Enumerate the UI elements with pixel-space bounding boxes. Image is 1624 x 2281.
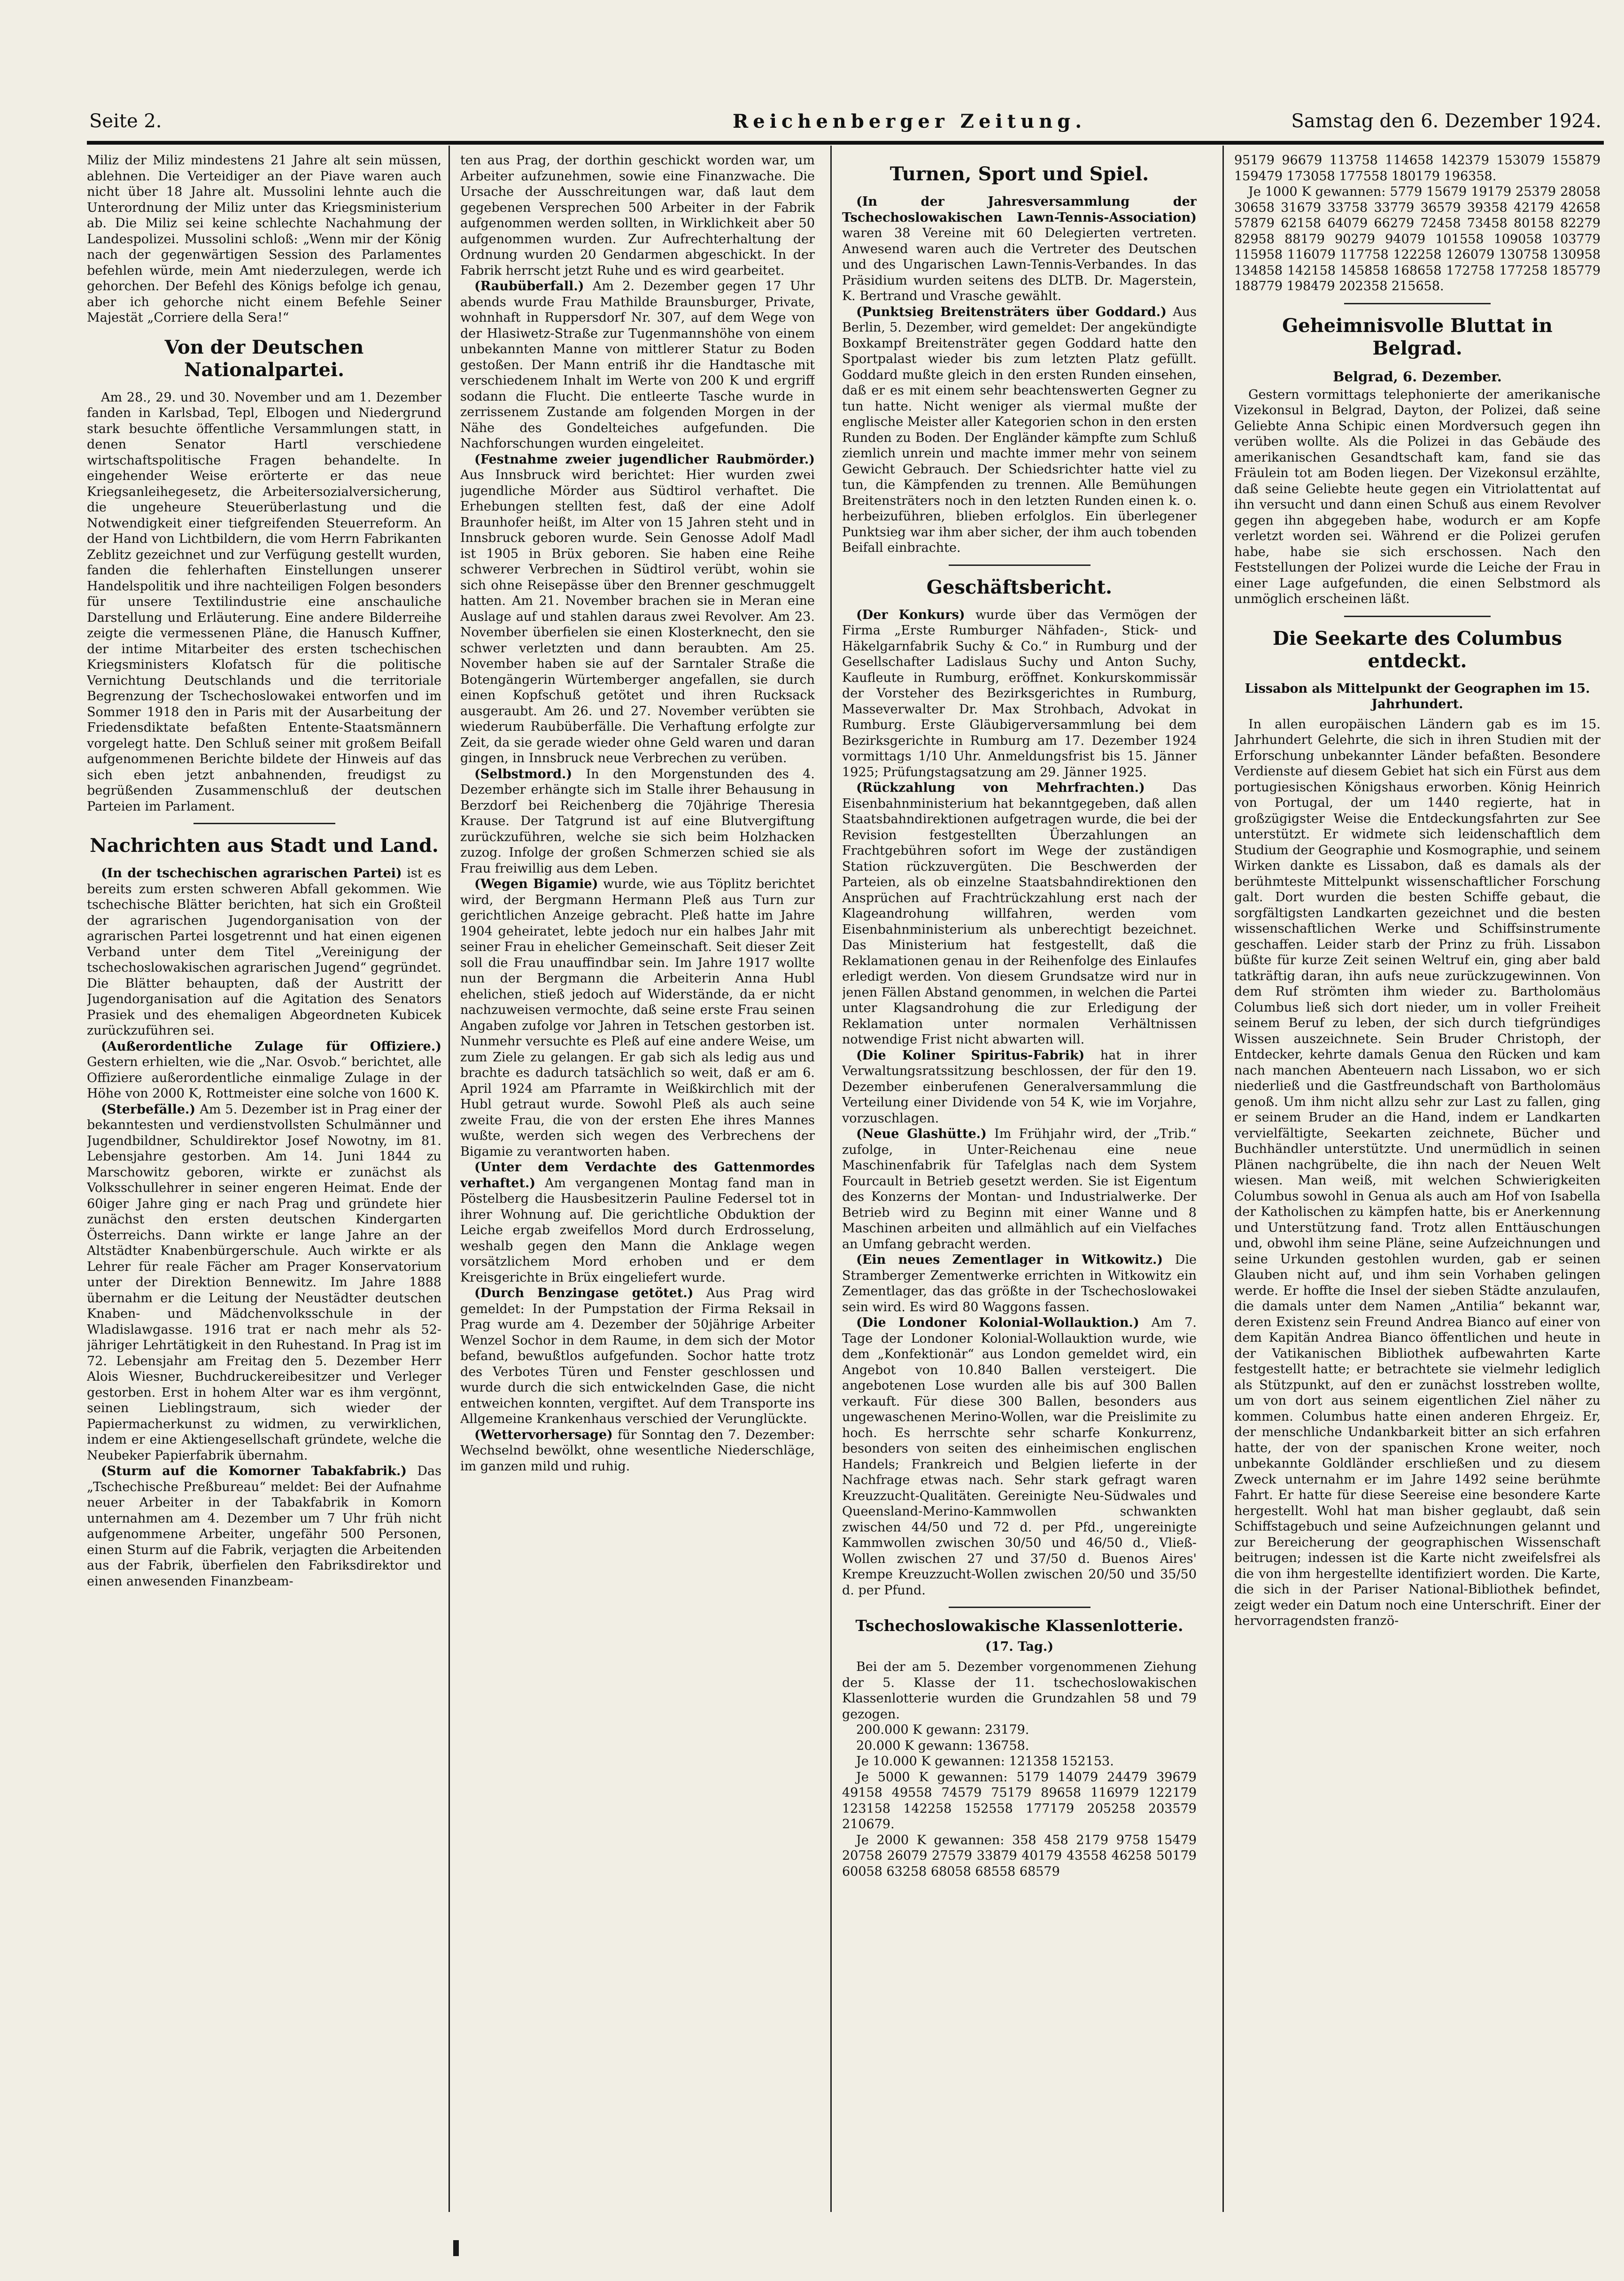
item-text: Das „Tschechische Preßbureau“ meldet: Bei der Aufnahme neuer Arbeiter in der Tabakfabrik in Komorn unternahmen am 4. Dezember um 7 Uhr früh nicht aufgenommene Arbeiter, ungefähr 500 Personen, einen Sturm auf die Fabrik, verjagten die Arbeitenden aus der Fabrik, überfielen den Fabriksdirektor und einen anwesenden Finanzbeam- (87, 1464, 441, 1589)
news-item (842, 1048, 1197, 1127)
news-item (460, 278, 815, 452)
issue-date: Samstag den 6. Dezember 1924. (1291, 110, 1601, 132)
lotterie-win: 200.000 K gewann: 23179. (856, 1723, 1029, 1737)
item-text: In den Morgenstunden des 4. Dezember erhängte sich im Stalle ihrer Behausung in Berzdorf bei Reichenberg die 70jährige Theresia Krause. Der Tatgrund ist auf eine Blutvergiftung zurückzuführen, welche sie sich beim Holzhacken zuzog. Infolge der großen Schmerzen schied sie als Frau freiwillig aus dem Leben. (460, 766, 815, 876)
running-header (89, 110, 1601, 143)
headline-nationalpartei: Von der Deutschen Nationalpartei. (164, 336, 364, 381)
headline-columbus: Die Seekarte des Columbus entdeckt. (1272, 627, 1562, 672)
lotterie-day: (17. Tag.) (985, 1639, 1054, 1654)
news-item (87, 866, 441, 1039)
item-text: wurde über das Vermögen der Firma „Erste Rumburger Nähfaden-, Stick- und Häkelgarnfabrik Suchy & Co.“ in Rumburg und der Gesellschafter Ladislaus Suchy und Anton Suchy, Kaufleute in Rumburg, eröffnet. Konkurskommissär der Vorsteher des Bezirksgerichtes in Rumburg, Masseverwalter Dr. Max Strohbach, Advokat in Rumburg. Erste Gläubigerversammlung bei dem Bezirksgerichte in Rumburg am 17. Dezember 1924 vormittags 1/10 Uhr. Anmeldungsfrist bis 15. Jänner 1925; Prüfungstagsatzung am 29. Jänner 1925. (842, 607, 1197, 780)
news-item (842, 194, 1197, 304)
item-text: Am 2. Dezember gegen 17 Uhr abends wurde Frau Mathilde Braunsburger, Private, wohnhaft in Ruppersdorf Nr. 307, auf dem Wege von der Hlasiwetz-Straße zur Tugenmannshöhe von einem unbekannten Manne von mittlerer Statur zu Boden gestoßen. Der Mann entriß ihr die Handtasche mit verschiedenem Inhalt im Werte von 200 K und ergriff sodann die Flucht. Die entleerte Tasche wurde in zerrissenem Zustande am folgenden Morgen in der Nähe des Gondelteiches aufgefunden. Die Nachforschungen wurden eingeleitet. (460, 279, 815, 451)
item-lead: (Wettervorhersage) (474, 1427, 613, 1442)
news-item (460, 876, 815, 1160)
section-divider (193, 823, 335, 824)
item-text: ist es bereits zum ersten schweren Abfall gekommen. Wie tschechische Blätter berichten, hat sich ein Großteil der agrarischen Jugendorganisation von der agrarischen Partei losgetrennt und hat einen eigenen Verband unter dem Titel „Vereinigung der tschechoslowakischen agrarischen Jugend“ gegründet. Die Blätter behaupten, daß der Austritt der Jugendorganisation auf die Agitation des Senators Prasiek und des ehemaligen Abgeordneten Kubicek zurückzuführen sei. (87, 866, 441, 1038)
news-item (842, 1315, 1197, 1598)
headline-sport: Turnen, Sport und Spiel. (889, 163, 1149, 185)
lotterie-win: Je 2000 K gewannen: 358 458 2179 9758 15479 20758 26079 27579 33879 40179 43558 46258 50179 60058 63258 68058 68558 68579 (842, 1833, 1197, 1879)
article-body: In allen europäischen Ländern gab es im 15. Jahrhundert Gelehrte, die sich in ihren Studien mit der Erforschung unbekannter Länder befaßten. Besondere Verdienste auf diesem Gebiet hat sich ein Fürst aus dem portugiesischen Königshaus erworben. König Heinrich von Portugal, der um 1440 regierte, hat in großzügigster Weise die Entdeckungsfahrten zur See unterstützt. Er widmete sich leidenschaftlich dem Studium der Geographie und Kosmographie, und seinem Wirken dankte es Lissabon, daß es damals als der berühmteste Mittelpunkt wissenschaftlicher Forschung galt. Dort wurden die besten Schiffe gebaut, die sorgfältigsten Landkarten gezeichnet und die besten wissenschaftlichen Werke und Schiffsinstrumente geschaffen. Leider starb der Prinz zu früh. Lissabon büßte für kurze Zeit seinen Weltruf ein, ging aber bald tatkräftig daran, ihn aufs neue zurückzugewinnen. Von dem Ruf strömten ihm wieder zu. Bartholomäus Columbus ließ sich dort nieder, um in voller Freiheit seinem Beruf zu leben, der sich durch tiefgründiges Wissen auszeichnete. Sein Bruder Christoph, der Entdecker, kehrte damals Genua den Rücken und kam nach manchen Abenteuern nach Lissabon, wo er sich niederließ und die Gastfreundschaft von Bartholomäus genoß. Um ihm nicht allzu sehr zur Last zu fallen, ging er seinem Bruder an die Hand, indem er Landkarten vervielfältigte, Seekarten zeichnete, Bücher und Buchhändler unterstützte. Und unermüdlich in seinen Plänen nachgrübelte, die ihn nach der Neuen Welt wiesen. Man weiß, mit welchen Schwierigkeiten Columbus sowohl in Genua als auch am Hof von Isabella der Katholischen zu kämpfen hatte, bis er Anerkennung und Unterstützung fand. Trotz allen Enttäuschungen und, obwohl ihm seine Pläne, seine Aufzeichnungen und seine Urkunden gestohlen wurden, gab er seinen Glauben nicht auf, und ihm sein Vorhaben gelingen werde. Er hoffte die Insel der sieben Städte anzulaufen, die damals unter dem Namen „Antilia“ bekannt war, deren Existenz sein Freund Andrea Bianco auf einer von dem Kapitän Andrea Bianco öffentlichen und heute in der Vatikanischen Bibliothek aufbewahrten Karte festgestellt hatte; er betrachtete sie vielmehr lediglich als Stützpunkt, auf den er zunächst losstreben wollte, um von dort aus seinem eigentlichen Ziel näher zu kommen. Columbus hatte einen anderen Ehrgeiz. Er, der menschliche Undankbarkeit bitter an sich erfahren hatte, der von der spanischen Krone weiter, noch unbekannte Goldländer erschließen und zu diesem Zweck unternahm er im Jahre 1492 seine berühmte Fahrt. Er hatte für diese Seereise eine besondere Karte hergestellt. Wohl hat man bisher geglaubt, daß sein Schiffstagebuch und seine Aufzeichnungen gelannt und zur Bereicherung der geographischen Wissenschaft beitrugen; indessen ist die Karte nicht zweifelsfrei als die von ihm hergestellte identifiziert worden. Die Karte, die sich in der Pariser National-Bibliothek befindet, zeigt weder ein Datum noch eine Unterschrift. Einer der hervorragendsten franzö- (1234, 717, 1601, 1628)
column-rule (1222, 146, 1224, 2212)
headline-stadt-land: Nachrichten aus Stadt und Land. (90, 835, 439, 857)
headline-geschaeftsbericht: Geschäftsbericht. (926, 576, 1113, 598)
item-lead: (In der tschechischen agrarischen Partei) (101, 866, 402, 881)
item-text: wurde, wie aus Töplitz berichtet wird, der Bergmann Hermann Pleß aus Turn zur gerichtlichen Anzeige gebracht. Pleß hatte im Jahre 1904 geheiratet, lebte jedoch nur ein halbes Jahr mit seiner Frau in ehelicher Gemeinschaft. Seit dieser Zeit soll die Frau unauffindbar sein. Im Jahre 1917 wollte nun der Bergmann die Arbeiterin Anna Hubl ehelichen, stieß jedoch auf Widerstände, da er nicht nachzuweisen vermochte, daß seine erste Frau seinen Angaben zufolge vor Jahren in Tetschen gestorben ist. Nunmehr versuchte es Pleß auf eine andere Weise, um zum Ziele zu gelangen. Er gab sich als ledig aus und brachte es dadurch tatsächlich so weit, daß er am 6. April 1924 am Pfarramte in Weißkirchlich mit der Hubl getraut wurde. Sowohl Pleß als auch seine zweite Frau, die von der ersten Ehe ihres Mannes wußte, werden sich wegen des Verbrechens der Bigamie zu verantworten haben. (460, 877, 815, 1159)
news-item (87, 1102, 441, 1464)
lotterie-win: Je 10.000 K gewannen: 121358 152153. (856, 1754, 1114, 1769)
item-lead: (Sturm auf die Komorner Tabakfabrik.) (101, 1464, 407, 1478)
section-divider (949, 564, 1090, 566)
item-text: für Sonntag den 7. Dezember: Wechselnd bewölkt, ohne wesentliche Niederschläge, im ganzen mild und ruhig. (460, 1427, 815, 1474)
item-text: Am vergangenen Montag fand man in Pöstelberg die Hausbesitzerin Pauline Federsel tot in ihrer Wohnung auf. Die gerichtliche Obduktion der Leiche ergab zweifellos Mord durch Erdrosselung, weshalb gegen den Mann die Anklage wegen vorsätzlichem Mord erhoben und er dem Kreisgerichte in Brüx eingeliefert wurde. (460, 1175, 815, 1285)
item-lead: (Festnahme zweier jugendlicher Raubmörder.) (474, 452, 815, 467)
item-text: Aus Innsbruck wird berichtet: Hier wurden zwei jugendliche Mörder aus Südtirol verhaftet. Die Erhebungen stellten fest, daß der eine Adolf Braunhofer heißt, im Alter von 15 Jahren steht und in Innsbruck geboren wurde. Sein Genosse Adolf Madl ist 1905 in Brüx geboren. Sie haben eine Reihe schwerer Verbrechen in Südtirol verübt, wohin sie sich ohne Reisepässe über den Brenner geschmuggelt hatten. Am 21. November brachen sie in Meran eine Auslage auf und stahlen daraus zwei Revolver. Am 23. November überfielen sie einen Klosterknecht, den sie schwer verletzten und dann beraubten. Am 25. November haben sie auf der Sarntaler Straße die Botengängerin Würtemberger angefallen, sie durch einen Kopfschuß getötet und ihren Rucksack ausgeraubt. Am 26. und 27. November verübten sie wiederum Raubüberfälle. Die Verhaftung erfolgte zur Zeit, da sie gerade wieder ohne Geld waren und daran gingen, in Innsbruck neue Verbrechen zu verüben. (460, 468, 815, 765)
news-item (842, 1126, 1197, 1252)
lotterie-win: Je 5000 K gewannen: 5179 14079 24479 39679 49158 49558 74579 75179 89658 116979 122179 123158 142258 152558 177179 205258 203579 210679. (842, 1770, 1197, 1832)
lotterie-win: Je 1000 K gewannen: 5779 15679 19179 25379 28058 30658 31679 33758 33779 36579 39358 42179 42658 57879 62158 64079 66279 72458 73458 80158 82279 82958 88179 90279 94079 101558 109058 103779 115958 116079 117758 122258 126079 130758 130958 134858 142158 145858 168658 172758 177258 185779 188779 198479 202358 215658. (1234, 185, 1601, 294)
item-lead: (Rückzahlung von Mehrfrachten.) (856, 781, 1145, 795)
item-lead: (Punktsieg Breitensträters über Goddard.) (856, 304, 1167, 319)
item-text: Das Eisenbahnministerium hat bekanntgegeben, daß allen Staatsbahndirektionen aufgetragen wurde, die bei der Revision festgestellten Überzahlungen an Frachtgebühren sofort im Wege der zuständigen Station rückzuvergüten. Die Beschwerden der Parteien, als ob einzelne Staatsbahndirektionen den Ansprüchen auf Frachtrückzahlung erst nach der Klageandrohung willfahren, werden vom Eisenbahnministerium als unberechtigt bezeichnet. Das Ministerium hat festgestellt, daß die Reklamationen genau in der Reihenfolge des Einlaufes erledigt werden. Von diesem Grundsatze wird nur in jenen Fällen Abstand genommen, in welchen die Partei unter Klagsandrohung die zur Erledigung der Reklamation unter normalen Verhältnissen notwendige Frist nicht abwarten will. (842, 781, 1197, 1047)
item-text: hat in ihrer Verwaltungsratssitzung beschlossen, der für den 19. Dezember einberufenen Generalversammlung die Verteilung einer Dividende von 54 K, wie im Vorjahre, vorzuschlagen. (842, 1048, 1197, 1126)
news-item (842, 607, 1197, 781)
item-lead: (Selbstmord.) (474, 766, 572, 781)
item-text: Im Frühjahr wird, der „Trib.“ zufolge, in Unter-Reichenau eine neue Maschinenfabrik für Tafelglas nach dem System Fourcault in Betrieb gesetzt werden. Sie ist Eigentum des Konzerns der Montan- und Industrialwerke. Der Betrieb wird zu Beginn mit einer Wanne und 8 Maschinen arbeiten und allmählich auf ein Vielfaches an Umfang gebracht werden. (842, 1127, 1197, 1252)
news-item (460, 1285, 815, 1427)
item-lead: (Sterbefälle.) (101, 1102, 196, 1117)
dateline: Belgrad, 6. Dezember. (1333, 368, 1502, 385)
news-item (460, 1427, 815, 1475)
column-3 (842, 153, 1197, 2210)
news-item (842, 780, 1197, 1048)
headline-bluttat: Geheimnisvolle Bluttat in Belgrad. (1282, 314, 1553, 359)
column-rule (449, 146, 450, 2212)
item-lead: (Neue Glashütte.) (856, 1127, 987, 1141)
article-continuation: ten aus Prag, der dorthin geschickt worden war, um Arbeiter aufzunehmen, sowie eine Finanzwache. Die Ursache der Ausschreitungen war, daß laut dem gegebenen Versprechen 500 Arbeiter in der Fabrik aufgenommen werden sollten, in Wirklichkeit aber 50 aufgenommen wurden. Zur Aufrechterhaltung der Ordnung wurden 20 Gendarmen abgeschickt. In der Fabrik herrscht jetzt Ruhe und es wird gearbeitet. (460, 153, 815, 278)
article-body: Gestern vormittags telephonierte der amerikanische Vizekonsul in Belgrad, Dayton, der Polizei, daß seine Geliebte Anna Schipic einen Mordversuch gegen ihn verüben wollte. Als die Polizei in das Gebäude des amerikanischen Gesandtschaft kam, fand sie das Fräulein tot am Boden liegen. Der Vizekonsul erzählte, daß seine Geliebte heute gegen ein Vitriolattentat auf ihn versucht und dann einen Schuß aus einem Revolver gegen ihn abgegeben habe, wodurch er am Kopfe verletzt worden sei. Während er die Polizei gerufen habe, habe sie sich erschossen. Nach den Feststellungen der Polizei wurde die Leiche der Frau in einer Lage aufgefunden, die einen Selbstmord als unmöglich erscheinen läßt. (1234, 387, 1601, 606)
item-text: Am 7. Tage der Londoner Kolonial-Wollauktion wurde, wie dem „Konfektionär“ aus London gemeldet wird, ein Angebot von 10.840 Ballen versteigert. Die angebotenen Lose wurden alle bis auf 300 Ballen verkauft. Für diese 300 Ballen, besonders aus ungewaschenen Merino-Wollen, war die Preislimite zu hoch. Es herrschte sehr scharfe Konkurrenz, besonders von seiten des einheimischen englischen Handels; Frankreich und Belgien lieferte in der Nachfrage etwas nach. Sehr stark gefragt waren Kreuzzucht-Qualitäten. Gereinigte Neu-Südwales und Queensland-Merino-Kammwollen schwankten zwischen 44/50 und 72 d. per Pfd., ungereinigte Kammwollen zwischen 30/50 und 46/50 d., Vließ-Wollen zwischen 27 und 37/50 d. Buenos Aires' Krempe Kreuzzucht-Wollen zwischen 20/50 und 35/50 d. per Pfund. (842, 1315, 1197, 1598)
item-lead: (Wegen Bigamie) (474, 877, 598, 891)
item-lead: (Unter dem Verdachte des Gattenmordes verhaftet.) (460, 1160, 815, 1191)
news-item (460, 1160, 815, 1285)
section-divider (1344, 303, 1491, 304)
news-item (460, 766, 815, 877)
news-item (842, 1252, 1197, 1315)
column-4 (1234, 153, 1601, 2210)
item-text: Aus Berlin, 5. Dezember, wird gemeldet: Der angekündigte Boxkampf Breitensträter gegen Goddard hatte den Sportpalast wieder bis zum letzten Platz gefüllt. Goddard mußte gleich in den ersten Runden einsehen, daß er es mit einem sehr beachtenswerten Gegner zu tun hatte. Nicht weniger als viermal mußte der englische Meister aller Kategorien schon in den ersten Runden zu Boden. Der Engländer kämpfte zum Schluß ziemlich unrein und machte immer mehr von seinem Gewicht Gebrauch. Der Schiedsrichter hatte viel zu tun, die Kämpfenden zu trennen. Alle Bemühungen Breitensträters noch in den letzten Runden einen k. o. herbeizuführen, blieben erfolglos. Ein überlegener Punktsieg war ihm aber sicher, der ihm auch tobenden Beifall einbrachte. (842, 304, 1197, 555)
news-item (87, 1463, 441, 1589)
column-2 (460, 153, 815, 2210)
item-text: Gestern erhielten, wie die „Nar. Osvob.“ berichtet, alle Offiziere außerordentliche einmalige Zulage in der Höhe von 2000 K, Rottmeister eine solche von 1600 K. (87, 1055, 441, 1101)
item-lead: (Raubüberfall.) (474, 279, 584, 294)
item-lead: (Die Londoner Kolonial-Wollauktion.) (856, 1315, 1139, 1330)
lotterie-win: 20.000 K gewann: 136758. (856, 1738, 1029, 1753)
item-text: Am 5. Dezember ist in Prag einer der bekanntesten und verdienstvollsten Schulmänner und Jugendbildner, Schuldirektor Josef Nowotny, im 81. Lebensjahre gestorben. Am 14. Juni 1844 zu Marschowitz geboren, wirkte er zunächst als Volksschullehrer in seiner engeren Heimat. Ende der 60iger Jahre ging er nach Prag und gründete hier zunächst den ersten deutschen Kindergarten Österreichs. Dann wirkte er lange Jahre an der Altstädter Knabenbürgerschule. Auch wirkte er als Lehrer für reale Fächer am Prager Konservatorium unter der Direktion Bennewitz. Im Jahre 1888 übernahm er die Leitung der Neustädter deutschen Knaben- und Mädchenvolksschule in der Wladislawgasse. 1916 trat er nach mehr als 52-jähriger Lehrtätigkeit in den Ruhestand. In Prag ist im 72. Lebensjahr am Freitag den 5. Dezember Herr Alois Wiesner, Buchdruckereibesitzer und Verleger gestorben. Erst in hohem Alter war es ihm vergönnt, seinen Lieblingstraum, sich wieder der Papiermacherkunst zu widmen, zu verwirklichen, indem er eine Aktiengesellschaft gründete, welche die Neubeker Papierfabrik übernahm. (87, 1102, 441, 1463)
news-item (87, 1039, 441, 1102)
news-item (842, 304, 1197, 556)
section-divider (1344, 616, 1491, 617)
article-body: Am 28., 29. und 30. November und am 1. Dezember fanden in Karlsbad, Tepl, Elbogen und Niedergrund stark besuchte öffentliche Versammlungen statt, in denen Senator Hartl verschiedene wirtschaftspolitische Fragen behandelte. In eingehender Weise erörterte er das neue Kriegsanleihegesetz, die Arbeitersozialversicherung, die ungeheure Steuerüberlastung und die Notwendigkeit einer tiefgreifenden Steuerreform. An der Hand von Lichtbildern, die vom Herrn Fabrikanten Zeblitz gezeichnet und zur Verfügung gestellt wurden, fanden die fehlerhaften Einstellungen unserer Handelspolitik und ihre nachteiligen Folgen besonders für unsere Textilindustrie eine anschauliche Darstellung und Erläuterung. Eine andere Bilderreihe zeigte die vermessenen Pläne, die Hanusch Kuffner, der intime Mitarbeiter des ersten tschechischen Kriegsministers Klofatsch für die politische Vernichtung Deutschlands und die territoriale Begrenzung der Tschechoslowakei entworfen und im Sommer 1918 den in Paris mit der Ausarbeitung der Friedensdiktate befaßten Entente-Staatsmännern vorgelegt hatte. Den Schluß seiner mit großem Beifall aufgenommenen Berichte bildete der Hinweis auf das sich eben jetzt anbahnenden, freudigst zu begrüßenden Zusammenschluß der deutschen Parteien im Parlament. (87, 390, 441, 814)
section-divider (949, 1607, 1090, 1608)
print-mark (453, 2240, 459, 2256)
item-lead: (Durch Benzingase getötet.) (474, 1286, 694, 1300)
page-number: Seite 2. (89, 110, 162, 132)
news-item (460, 452, 815, 766)
item-lead: (Ein neues Zementlager in Witkowitz.) (856, 1253, 1163, 1267)
item-lead: (Die Koliner Spiritus-Fabrik) (856, 1048, 1085, 1063)
item-lead: (In der Jahresversammlung der Tschechoslowakischen Lawn-Tennis-Association) (842, 194, 1197, 225)
item-text: waren 38 Vereine mit 60 Delegierten vertreten. Anwesend waren auch die Vertreter des Deutschen und des Ungarischen Lawn-Tennis-Verbandes. In das Präsidium wurden seitens des DLTB. Dr. Magerstein, K. Bertrand und Vrasche gewählt. (842, 226, 1197, 303)
item-lead: (Außerordentliche Zulage für Offiziere.) (101, 1039, 441, 1054)
item-text: Aus Prag wird gemeldet: In der Pumpstation der Firma Reksail in Prag wurde am 4. Dezember der 50jährige Arbeiter Wenzel Sochor in dem Raume, in dem sich der Motor befand, bewußtlos aufgefunden. Sochor hatte trotz des Verbotes Türen und Fenster geschlossen und wurde durch die sich entwickelnden Gase, die nicht entweichen konnten, vergiftet. Auf dem Transporte ins Allgemeine Krankenhaus verschied der Verunglückte. (460, 1286, 815, 1426)
lotterie-intro: Bei der am 5. Dezember vorgenommenen Ziehung der 5. Klasse der 11. tschechoslowakischen Klassenlotterie wurden die Grundzahlen 58 und 79 gezogen. (842, 1660, 1197, 1722)
article-continuation: Miliz der Miliz mindestens 21 Jahre alt sein müssen, ablehnen. Die Verteidiger an der Piave waren auch nicht über 18 Jahre alt. Mussolini lehnte auch die Unterordnung der Miliz unter das Kriegsministerium ab. Die Miliz sei keine schlechte Nachahmung der Landespolizei. Mussolini schloß: „Wenn mir der König nach der gegenwärtigen Session des Parlamentes befehlen würde, mein Amt niederzulegen, werde ich gehorchen. Der Befehl des Königs befolge ich genau, aber ich gehorche nicht einem Befehle Seiner Majestät „Corriere della Sera!“ (87, 153, 441, 325)
lotterie-continuation: 95179 96679 113758 114658 142379 153079 155879 159479 173058 177558 180179 196358. (1234, 153, 1601, 184)
newspaper-title: Reichenberger Zeitung. (733, 110, 1087, 132)
header-rule (87, 141, 1604, 145)
headline-lotterie: Tschechoslowakische Klassenlotterie. (855, 1616, 1183, 1635)
item-text: Die Stramberger Zementwerke errichten in Witkowitz ein Zementlager, das das größte in der Tschechoslowakei sein wird. Es wird 80 Waggons fassen. (842, 1253, 1197, 1314)
column-rule (830, 146, 832, 2212)
subheadline-columbus: Lissabon als Mittelpunkt der Geographen im 15. Jahrhundert. (1245, 681, 1590, 711)
item-lead: (Der Konkurs) (856, 607, 965, 622)
column-1 (87, 153, 441, 2210)
